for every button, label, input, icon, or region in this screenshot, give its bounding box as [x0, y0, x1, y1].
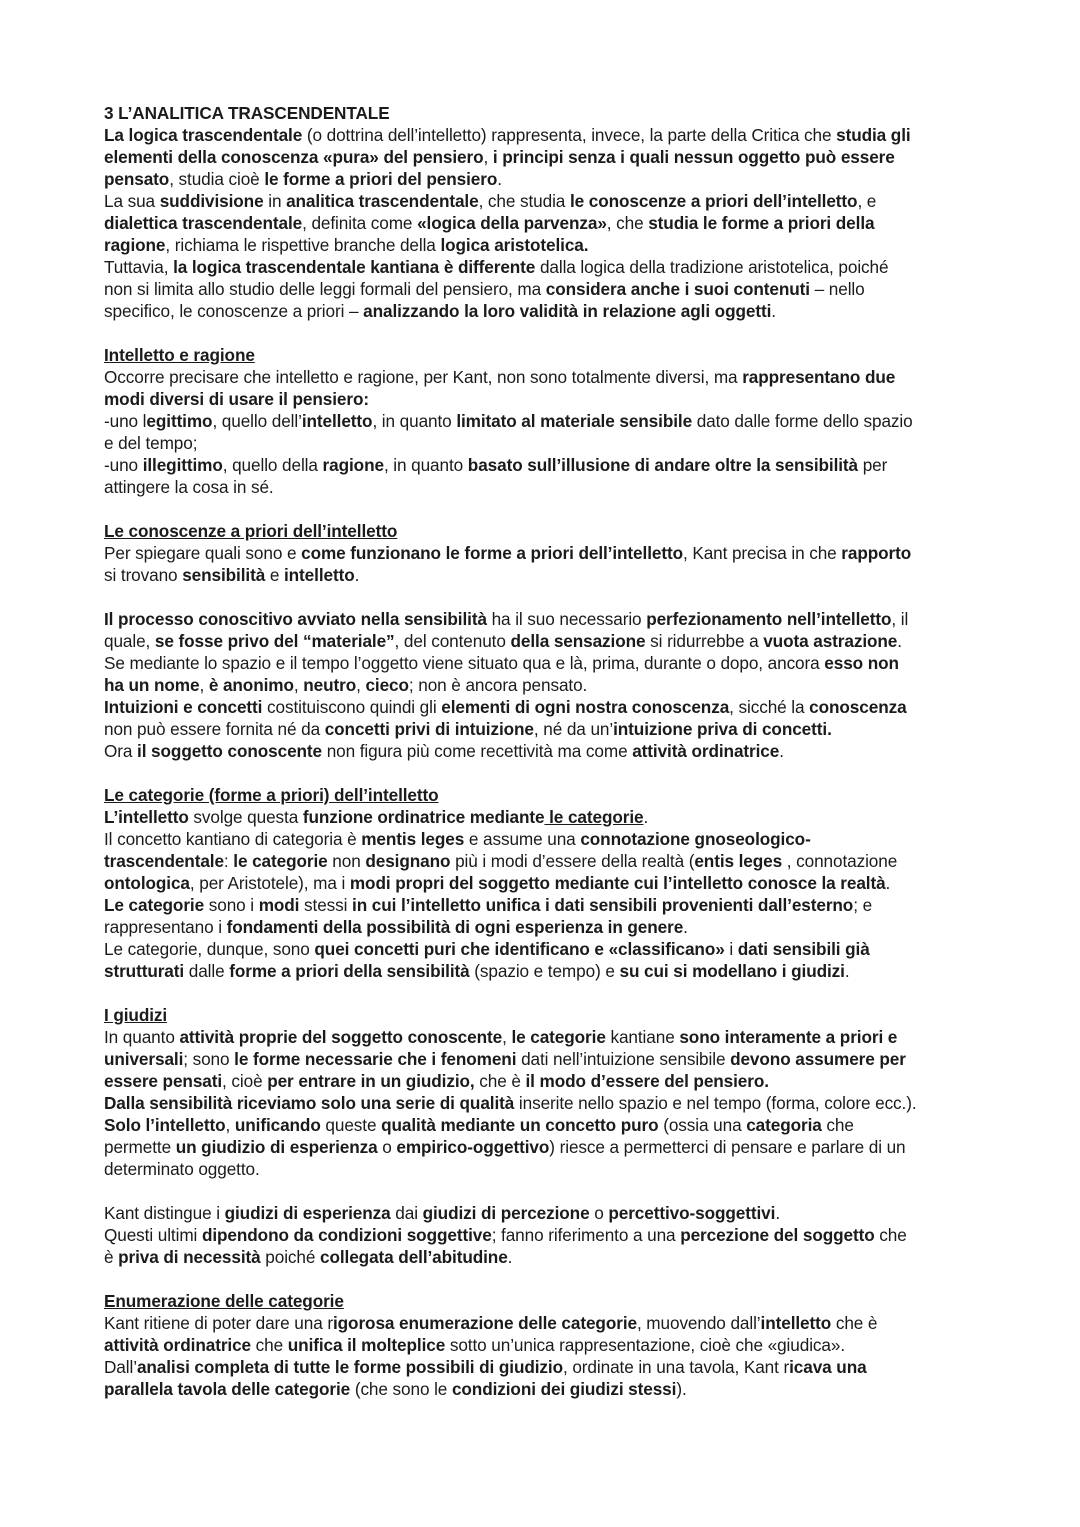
bold-text-run: concetti privi di intuizione	[324, 719, 534, 739]
bold-text-run: attività ordinatrice	[632, 741, 780, 761]
text-run: – nello	[809, 279, 865, 299]
text-run: , per Aristotele), ma i	[189, 873, 350, 893]
text-run: , studia cioè	[169, 169, 265, 189]
bold-text-run: logica aristotelica.	[440, 235, 589, 255]
text-run: kantiane	[605, 1027, 680, 1047]
bold-text-run: è anonimo	[208, 675, 294, 695]
text-line	[104, 916, 984, 938]
text-run: , definita come	[302, 213, 418, 233]
section-heading: Intelletto e ragione	[104, 345, 255, 365]
text-run: dalle	[184, 961, 230, 981]
bold-text-run: dipendono da condizioni soggettive	[201, 1225, 492, 1245]
paragraph	[104, 1026, 984, 1180]
document-section	[104, 520, 984, 762]
text-line	[104, 212, 984, 234]
bold-text-run: il modo d’essere del pensiero.	[525, 1071, 769, 1091]
text-run: , che	[606, 213, 649, 233]
text-run: poiché	[260, 1247, 321, 1267]
bold-text-run: trascendentale	[104, 851, 224, 871]
text-line	[104, 1048, 984, 1070]
text-line	[104, 1224, 984, 1246]
text-run: Kant ritiene di poter dare una r	[104, 1313, 333, 1333]
text-run: per	[858, 455, 888, 475]
bold-text-run: ontologica	[104, 873, 190, 893]
bold-text-run: della sensazione	[510, 631, 646, 651]
text-run: , Kant precisa in che	[682, 543, 842, 563]
text-line	[104, 1070, 984, 1092]
text-run: non	[327, 851, 366, 871]
text-line	[104, 652, 984, 674]
text-run: ; sono	[183, 1049, 235, 1069]
text-run: che	[821, 1115, 854, 1135]
text-run: ; fanno riferimento a una	[491, 1225, 681, 1245]
text-line	[104, 894, 984, 916]
text-run: stessi	[299, 895, 353, 915]
text-line	[104, 1334, 984, 1356]
document-section	[104, 1290, 984, 1400]
bold-text-run: studia le forme a priori della	[648, 213, 875, 233]
text-run: e del tempo;	[104, 433, 198, 453]
bold-text-run: per entrare in un giudizio,	[267, 1071, 475, 1091]
bold-text-run: unificando	[234, 1115, 321, 1135]
bold-text-run: sono interamente a priori e	[679, 1027, 898, 1047]
text-line	[104, 806, 984, 828]
bold-text-run: considera anche i suoi contenuti	[545, 279, 810, 299]
text-run: , in quanto	[372, 411, 457, 431]
text-line	[104, 1092, 984, 1114]
text-line	[104, 388, 984, 410]
text-line	[104, 850, 984, 872]
text-run: e assume una	[464, 829, 581, 849]
bold-text-run: basato sull’illusione di andare oltre la sensibilità	[467, 455, 859, 475]
text-run: , ordinate in una tavola, Kant r	[563, 1357, 790, 1377]
text-line	[104, 1246, 984, 1268]
document-section	[104, 124, 984, 322]
text-line	[104, 366, 984, 388]
section-heading: Le categorie (forme a priori) dell’intelletto	[104, 785, 439, 805]
text-run: e	[265, 565, 284, 585]
bold-text-run: connotazione gnoseologico-	[580, 829, 811, 849]
bold-text-run: devono assumere per	[730, 1049, 906, 1069]
text-run: .	[643, 807, 649, 827]
bold-text-run: modi propri del soggetto mediante cui l’intelletto conosce la realtà	[349, 873, 886, 893]
text-run: determinato oggetto.	[104, 1159, 260, 1179]
bold-text-run: modi	[258, 895, 300, 915]
section-heading: Le conoscenze a priori dell’intelletto	[104, 521, 398, 541]
bold-text-run: igorosa enumerazione delle categorie	[332, 1313, 637, 1333]
bold-text-run: intelletto	[283, 565, 355, 585]
document-page	[104, 102, 984, 1422]
section-heading: I giudizi	[104, 1005, 168, 1025]
underlined-bold-text-run: le categorie	[544, 807, 644, 827]
text-run: dai	[390, 1203, 423, 1223]
text-run: queste	[320, 1115, 382, 1135]
text-run: sono i	[204, 895, 259, 915]
bold-text-run: entis leges	[694, 851, 783, 871]
text-line	[104, 1136, 984, 1158]
bold-text-run: modi diversi di usare il pensiero:	[104, 389, 369, 409]
text-run: non si limita allo studio delle leggi formali del pensiero, ma	[104, 279, 546, 299]
bold-text-run: le forme a priori del pensiero	[264, 169, 498, 189]
text-line	[104, 410, 984, 432]
text-line	[104, 1158, 984, 1180]
text-run: :	[223, 851, 234, 871]
text-run: Questi ultimi	[104, 1225, 202, 1245]
bold-text-run: rapporto	[841, 543, 912, 563]
bold-text-run: come funzionano le forme a priori dell’intelletto	[301, 543, 683, 563]
text-line	[104, 278, 984, 300]
bold-text-run: su cui si modellano i giudizi	[619, 961, 845, 981]
text-line	[104, 828, 984, 850]
text-line	[104, 872, 984, 894]
bold-text-run: elementi della conoscenza «pura» del pensiero	[104, 147, 484, 167]
text-run: .	[771, 301, 776, 321]
text-run: Kant distingue i	[104, 1203, 225, 1223]
paragraph	[104, 124, 984, 322]
bold-text-run: illegittimo	[142, 455, 223, 475]
text-run: Dall’	[104, 1357, 137, 1377]
document-body	[104, 124, 984, 1400]
bold-text-run: cieco	[365, 675, 409, 695]
text-run: ,	[483, 147, 493, 167]
text-run: , che studia	[478, 191, 570, 211]
bold-text-run: condizioni dei giudizi stessi	[451, 1379, 677, 1399]
text-run: .	[507, 1247, 513, 1267]
bold-text-run: conoscenza	[809, 697, 907, 717]
text-run: -uno	[104, 455, 143, 475]
text-line	[104, 740, 984, 762]
text-run: Occorre precisare che intelletto e ragione, per Kant, non sono totalmente diversi, ma	[104, 367, 743, 387]
text-run: ,	[199, 675, 209, 695]
text-run: .	[885, 873, 891, 893]
bold-text-run: qualità mediante un concetto puro	[381, 1115, 659, 1135]
text-run: specifico, le conoscenze a priori –	[104, 301, 364, 321]
bold-text-run: strutturati	[104, 961, 185, 981]
bold-text-run: parallela tavola delle categorie	[104, 1379, 351, 1399]
text-run: -uno l	[104, 411, 147, 431]
bold-text-run: giudizi di esperienza	[224, 1203, 391, 1223]
text-run: ,	[293, 675, 304, 695]
text-run: attingere la cosa in sé.	[104, 477, 274, 497]
bold-text-run: designano	[365, 851, 451, 871]
bold-text-run: la logica trascendentale kantiana è differente	[173, 257, 536, 277]
text-run: o	[589, 1203, 609, 1223]
bold-text-run: le forme necessarie che i fenomeni	[234, 1049, 517, 1069]
bold-text-run: analisi completa di tutte le forme possibili di giudizio	[136, 1357, 563, 1377]
bold-text-run: unifica il molteplice	[287, 1335, 446, 1355]
bold-text-run: «logica della parvenza»	[417, 213, 607, 233]
bold-text-run: ragione	[104, 235, 166, 255]
bold-text-run: intelletto	[301, 411, 373, 431]
text-run: ; non è ancora pensato.	[408, 675, 588, 695]
bold-text-run: attività ordinatrice	[104, 1335, 251, 1355]
text-line	[104, 718, 984, 740]
text-line	[104, 168, 984, 190]
bold-text-run: analitica trascendentale	[286, 191, 479, 211]
bold-text-run: sensibilità	[182, 565, 266, 585]
text-run: ha il suo necessario	[486, 609, 647, 629]
text-run: quale,	[104, 631, 155, 651]
text-run: ,	[225, 1115, 235, 1135]
text-run: rappresentano i	[104, 917, 227, 937]
bold-text-run: le conoscenze a priori dell’intelletto	[569, 191, 858, 211]
text-run: Se mediante lo spazio e il tempo l’oggetto viene situato qua e là, prima, durante o dopo, ancora	[104, 653, 825, 673]
text-run: La sua	[104, 191, 160, 211]
bold-text-run: vuota astrazione	[763, 631, 898, 651]
text-run: sotto un’unica rappresentazione, cioè che «giudica».	[445, 1335, 846, 1355]
text-run: che	[874, 1225, 907, 1245]
bold-text-run: categoria	[746, 1115, 822, 1135]
text-line	[104, 300, 984, 322]
bold-text-run: suddivisione	[159, 191, 264, 211]
bold-text-run: intelletto	[760, 1313, 832, 1333]
text-line	[104, 256, 984, 278]
bold-text-run: il soggetto conoscente	[137, 741, 323, 761]
bold-text-run: priva di necessità	[118, 1247, 261, 1267]
text-run: , sicché la	[729, 697, 810, 717]
text-run: si trovano	[104, 565, 183, 585]
bold-text-run: analizzando la loro validità in relazione agli oggetti	[363, 301, 772, 321]
bold-text-run: icava una	[789, 1357, 867, 1377]
text-run: , in quanto	[383, 455, 468, 475]
bold-text-run: elementi di ogni nostra conoscenza	[441, 697, 730, 717]
bold-text-run: rappresentano due	[742, 367, 896, 387]
text-run: si ridurrebbe a	[645, 631, 764, 651]
text-line	[104, 960, 984, 982]
bold-text-run: quei concetti puri che identificano e «classificano»	[314, 939, 725, 959]
text-line	[104, 608, 984, 630]
bold-text-run: La logica trascendentale	[104, 125, 303, 145]
text-line	[104, 1378, 984, 1400]
bold-text-run: attività proprie del soggetto conoscente	[179, 1027, 503, 1047]
bold-text-run: collegata dell’abitudine	[320, 1247, 508, 1267]
text-run: ).	[676, 1379, 687, 1399]
document-title: 3 L’ANALITICA TRASCENDENTALE	[104, 103, 390, 123]
bold-text-run: Le categorie	[104, 895, 205, 915]
text-run: è	[104, 1247, 119, 1267]
text-line	[104, 542, 984, 564]
text-line	[104, 674, 984, 696]
bold-text-run: limitato al materiale sensibile	[456, 411, 693, 431]
bold-text-run: percettivo-soggettivi	[608, 1203, 776, 1223]
text-run: inserite nello spazio e nel tempo (forma, colore ecc.).	[514, 1093, 917, 1113]
text-run: dato dalle forme dello spazio	[692, 411, 913, 431]
paragraph	[104, 542, 984, 586]
text-run: .	[775, 1203, 780, 1223]
text-run: , cioè	[222, 1071, 268, 1091]
text-run: , e	[857, 191, 877, 211]
text-run: (o dottrina dell’intelletto) rappresenta, invece, la parte della Critica che	[302, 125, 837, 145]
text-run: Tuttavia,	[104, 257, 174, 277]
text-run: non figura più come recettività ma come	[322, 741, 633, 761]
text-run: permette	[104, 1137, 176, 1157]
text-line	[104, 1356, 984, 1378]
text-run: ) riesce a permetterci di pensare e parlare di un	[549, 1137, 906, 1157]
bold-text-run: fondamenti della possibilità di ogni esperienza in genere	[226, 917, 684, 937]
text-run: , quello della	[222, 455, 323, 475]
text-line	[104, 1026, 984, 1048]
bold-text-run: i principi senza i quali nessun oggetto può essere	[492, 147, 895, 167]
text-run: non può essere fornita né da	[104, 719, 325, 739]
document-section	[104, 344, 984, 498]
bold-text-run: ragione	[322, 455, 384, 475]
paragraph	[104, 1202, 984, 1268]
text-run: più i modi d’essere della realtà (	[450, 851, 695, 871]
bold-text-run: Intuizioni e concetti	[104, 697, 263, 717]
text-run: , né da un’	[533, 719, 614, 739]
text-run: Le categorie, dunque, sono	[104, 939, 315, 959]
text-run: ,	[502, 1027, 512, 1047]
text-line	[104, 234, 984, 256]
text-line	[104, 146, 984, 168]
text-run: in	[263, 191, 287, 211]
paragraph	[104, 806, 984, 982]
paragraph	[104, 608, 984, 762]
text-run: (spazio e tempo) e	[469, 961, 620, 981]
bold-text-run: forme a priori della sensibilità	[229, 961, 470, 981]
text-run: Per spiegare quali sono e	[104, 543, 302, 563]
text-run: (che sono le	[350, 1379, 452, 1399]
bold-text-run: esso non	[824, 653, 899, 673]
text-run: .	[779, 741, 784, 761]
text-run: (ossia una	[658, 1115, 747, 1135]
bold-text-run: intuizione priva di concetti.	[613, 719, 832, 739]
bold-text-run: giudizi di percezione	[422, 1203, 590, 1223]
bold-text-run: le categorie	[233, 851, 328, 871]
text-line	[104, 476, 984, 498]
text-run: Il concetto kantiano di categoria è	[104, 829, 362, 849]
bold-text-run: un giudizio di esperienza	[175, 1137, 378, 1157]
bold-text-run: dati sensibili già	[737, 939, 870, 959]
section-heading: Enumerazione delle categorie	[104, 1291, 344, 1311]
text-run: .	[844, 961, 850, 981]
text-run: In quanto	[104, 1027, 180, 1047]
bold-text-run: mentis leges	[361, 829, 465, 849]
text-run: , connotazione	[782, 851, 898, 871]
bold-text-run: funzione ordinatrice mediante	[302, 807, 545, 827]
text-run: ; e	[853, 895, 873, 915]
text-line	[104, 938, 984, 960]
document-section	[104, 1004, 984, 1268]
paragraph	[104, 366, 984, 498]
bold-text-run: pensato	[104, 169, 170, 189]
text-run: o	[377, 1137, 397, 1157]
bold-text-run: universali	[104, 1049, 184, 1069]
bold-text-run: egittimo	[146, 411, 213, 431]
text-line	[104, 1114, 984, 1136]
bold-text-run: percezione del soggetto	[680, 1225, 875, 1245]
text-run: dalla logica della tradizione aristotelica, poiché	[535, 257, 889, 277]
text-run: .	[683, 917, 688, 937]
bold-text-run: dialettica trascendentale	[104, 213, 303, 233]
text-line	[104, 454, 984, 476]
text-run: .	[897, 631, 902, 651]
bold-text-run: in cui l’intelletto unifica i dati sensibili provenienti dall’esterno	[352, 895, 854, 915]
text-line	[104, 432, 984, 454]
text-line	[104, 1312, 984, 1334]
text-run: che è	[831, 1313, 878, 1333]
text-run: costituiscono quindi gli	[262, 697, 442, 717]
bold-text-run: studia gli	[836, 125, 911, 145]
text-run: i	[724, 939, 738, 959]
bold-text-run: perfezionamento nell’intelletto	[646, 609, 892, 629]
bold-text-run: essere pensati	[104, 1071, 223, 1091]
text-run: che	[251, 1335, 288, 1355]
text-line	[104, 190, 984, 212]
text-run: ,	[356, 675, 366, 695]
text-line	[104, 1202, 984, 1224]
text-run: .	[354, 565, 360, 585]
bold-text-run: se fosse privo del “materiale”	[154, 631, 395, 651]
text-line	[104, 564, 984, 586]
text-run: Ora	[104, 741, 138, 761]
paragraph	[104, 1312, 984, 1400]
text-run: svolge questa	[188, 807, 303, 827]
bold-text-run: le categorie	[511, 1027, 606, 1047]
text-run: , muovendo dall’	[636, 1313, 761, 1333]
bold-text-run: Dalla sensibilità riceviamo solo una serie di qualità	[104, 1093, 515, 1113]
bold-text-run: Solo l’intelletto	[104, 1115, 226, 1135]
text-run: , il	[891, 609, 909, 629]
text-line	[104, 630, 984, 652]
bold-text-run: Il processo conoscitivo avviato nella sensibilità	[104, 609, 487, 629]
text-run: che è	[474, 1071, 526, 1091]
bold-text-run: empirico-oggettivo	[396, 1137, 550, 1157]
bold-text-run: ha un nome	[104, 675, 200, 695]
text-run: , quello dell’	[212, 411, 302, 431]
text-line	[104, 124, 984, 146]
text-line	[104, 696, 984, 718]
text-run: dati nell’intuizione sensibile	[516, 1049, 731, 1069]
text-run: .	[497, 169, 502, 189]
text-run: , del contenuto	[394, 631, 511, 651]
text-run: , richiama le rispettive branche della	[165, 235, 441, 255]
document-section	[104, 784, 984, 982]
bold-text-run: L’intelletto	[104, 807, 189, 827]
bold-text-run: neutro	[303, 675, 357, 695]
